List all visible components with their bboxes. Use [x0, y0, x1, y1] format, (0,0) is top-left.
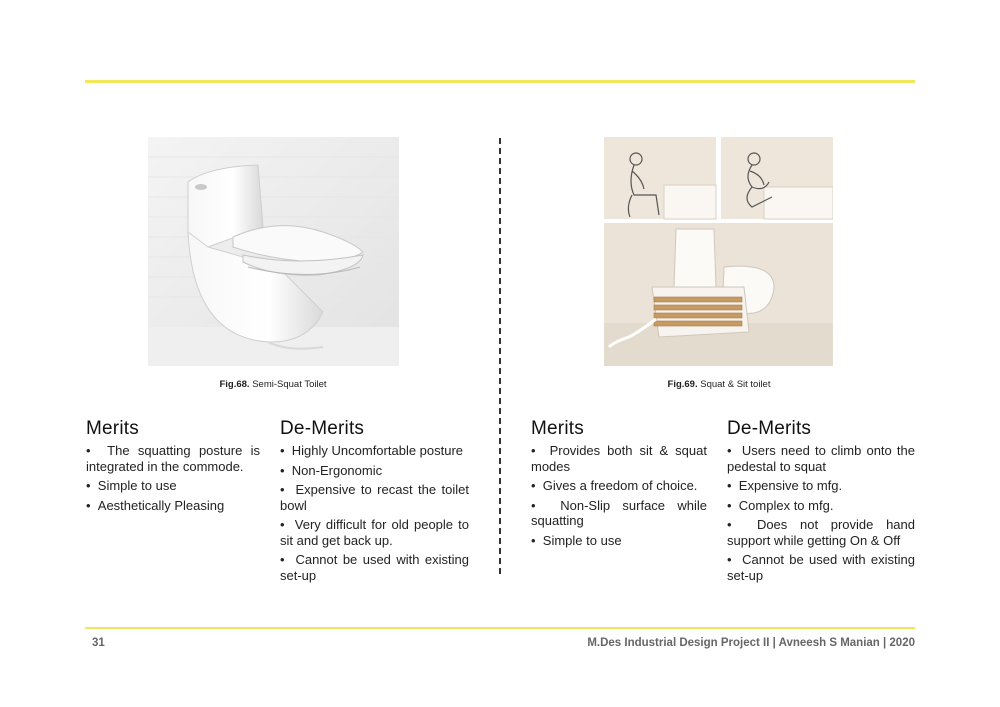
list-item: • Cannot be used with existing set-up: [727, 552, 915, 583]
list-item: • Provides both sit & squat modes: [531, 443, 707, 474]
list-item: • Expensive to mfg.: [727, 478, 915, 494]
list-item: • Aesthetically Pleasing: [86, 498, 260, 514]
list-item: • Non-Slip surface while squatting: [531, 498, 707, 529]
figure-69-caption: [594, 379, 844, 390]
left-demerits-heading: De-Merits: [280, 418, 365, 439]
left-merits-heading: Merits: [86, 418, 139, 439]
footer-credit: M.Des Industrial Design Project II | Avneesh S Manian | 2020: [587, 637, 915, 649]
figure-69-number: Fig.69.: [667, 379, 698, 390]
figure-69-title: Squat & Sit toilet: [700, 379, 771, 390]
left-demerits: [280, 418, 469, 587]
left-merits: [86, 418, 260, 517]
figure-68-caption: [148, 379, 398, 390]
right-demerits-list: [727, 443, 915, 583]
footer-rule: [85, 627, 915, 629]
page-number: 31: [92, 637, 105, 649]
header-rule: [85, 80, 915, 83]
list-item: • Simple to use: [531, 533, 707, 549]
list-item: • The squatting posture is integrated in the commode.: [86, 443, 260, 474]
list-item: • Highly Uncomfortable posture: [280, 443, 469, 459]
figure-68-title: Semi-Squat Toilet: [252, 379, 327, 390]
list-item: • Cannot be used with existing set-up: [280, 552, 469, 583]
column-divider: [499, 138, 501, 574]
right-demerits: [727, 418, 915, 587]
list-item: • Complex to mfg.: [727, 498, 915, 514]
figure-68-number: Fig.68.: [219, 379, 250, 390]
list-item: • Does not provide hand support while getting On & Off: [727, 517, 915, 548]
right-merits-list: [531, 443, 707, 548]
semi-squat-toilet-photo: [148, 137, 399, 366]
left-demerits-list: [280, 443, 469, 583]
list-item: • Simple to use: [86, 478, 260, 494]
list-item: • Users need to climb onto the pedestal to squat: [727, 443, 915, 474]
right-demerits-heading: De-Merits: [727, 418, 812, 439]
list-item: • Expensive to recast the toilet bowl: [280, 482, 469, 513]
left-merits-list: [86, 443, 260, 513]
right-merits-heading: Merits: [531, 418, 584, 439]
list-item: • Gives a freedom of choice.: [531, 478, 707, 494]
squat-sit-toilet-photo: [604, 137, 833, 366]
list-item: • Non-Ergonomic: [280, 463, 469, 479]
list-item: • Very difficult for old people to sit and get back up.: [280, 517, 469, 548]
right-merits: [531, 418, 707, 552]
